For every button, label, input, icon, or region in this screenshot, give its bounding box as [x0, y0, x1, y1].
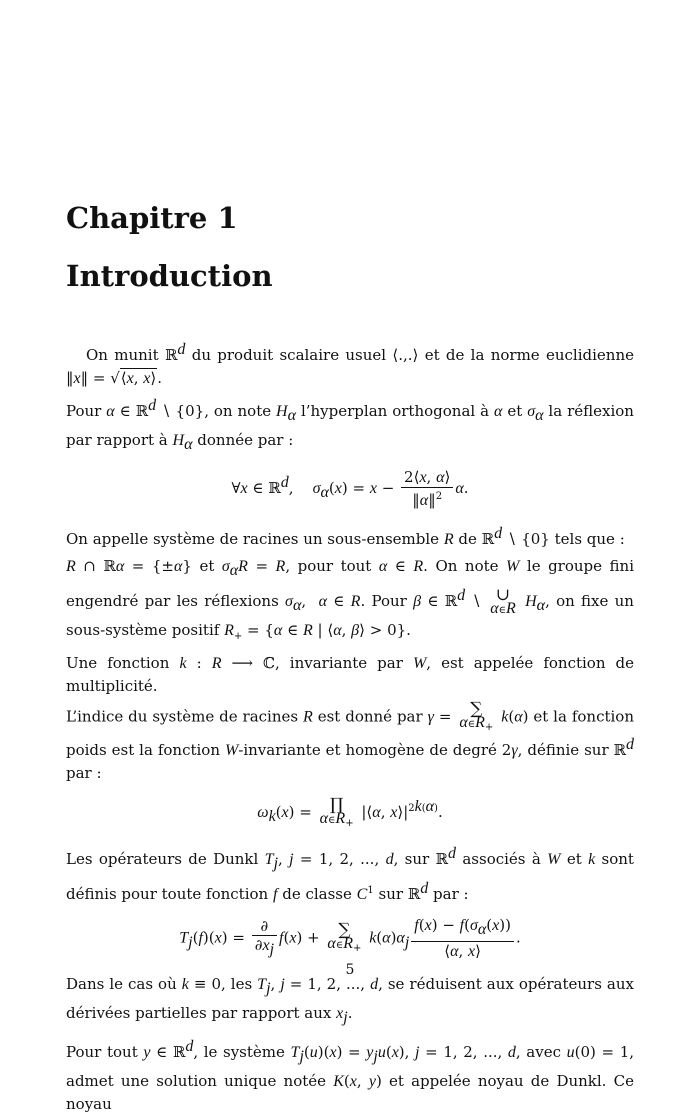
chapter-title: Introduction — [66, 259, 273, 293]
equation-reflection: ∀x ∈ ℝ$^d$, $\sigma_\alpha(x) = x$ − $\frac{2⟨x, \alpha⟩}{‖\alpha‖^2}$ α. — [231, 468, 469, 509]
paragraph-weight-function: L’indice du système de racines R est donné par γ = ∑ $\alpha\in R_+$ k(α) et la fonction poids est la fonction W-invariante et homogène de degré 2γ, définie sur ℝ$^d$ par : — [66, 699, 635, 782]
paragraph-partial-derivatives: Dans le cas où k ≡ 0, les $T_j$, j = 1, 2, ..., d, se réduisent aux opérateurs aux dérivées partielles par rapport aux $x_j$. — [66, 975, 634, 1026]
paragraph-root-system: On appelle système de racines un sous-ensemble R de ℝ$^d$ ∖ {0} tels que : — [66, 525, 625, 548]
paragraph-multiplicity: Une fonction k : R ⟶ ℂ, invariante par W, est appelée fonction de multiplicité. — [66, 654, 635, 695]
paragraph-scalar-product: On munit ℝ$^d$ du produit scalaire usuel ⟨.,.⟩ et de la norme euclidienne ‖x‖ = √⟨x, x⟩. — [66, 341, 634, 387]
body-text — [66, 338, 634, 1120]
equation-dunkl: $T_j(f)(x)$ = $\frac{\partial}{\partial x_j}$ f(x) + ∑ $\alpha\in R_+$ $k(\alpha)\alpha_j$ $\frac{f(x) - f(\sigma_\alpha(x))}{⟨\alpha, x⟩}$ . — [179, 916, 521, 960]
paragraph-hyperplane: Pour α ∈ ℝ$^d$ ∖ {0}, on note $H_\alpha$ l’hyperplan orthogonal à α et $\sigma_\alpha$ la réflexion par rapport à $H_\alpha$ donnée par : — [66, 397, 634, 453]
chapter-label: Chapitre 1 — [66, 201, 238, 235]
paragraph-dunkl-operators: Les opérateurs de Dunkl $T_j$, j = 1, 2, ..., d, sur ℝ$^d$ associés à W et k sont définis pour toute fonction f de classe $C^1$ sur ℝ$^d$ par : — [66, 845, 634, 903]
page-number: 5 — [345, 962, 355, 978]
equation-weight: $\omega_k(x)$ = ∏ $\alpha\in R_+$ |⟨α, $x⟩|^{2k(\alpha)}$. — [257, 794, 443, 829]
paragraph-dunkl-kernel: Pour tout y ∈ ℝ$^d$, le système $T_j(u)(x) = y_ju(x)$, j = 1, 2, ..., d, avec u(0) = 1, admet une solution unique notée K(x, y) et appelée noyau de Dunkl. Ce noyau — [66, 1038, 635, 1113]
paragraph-root-conditions: R ∩ ℝα = {±α} et $\sigma_\alpha R = R$, pour tout α ∈ R. On note W le groupe fini engendré par les réflexions $\sigma_\alpha$, α ∈ R. Pour β ∈ ℝ$^d$ ∖ ∪ α∈R $H_\alpha$, on fixe un sous-système positif $R_+ = \{\alpha$ ∈ R | ⟨α, β⟩ > 0}. — [66, 557, 634, 642]
